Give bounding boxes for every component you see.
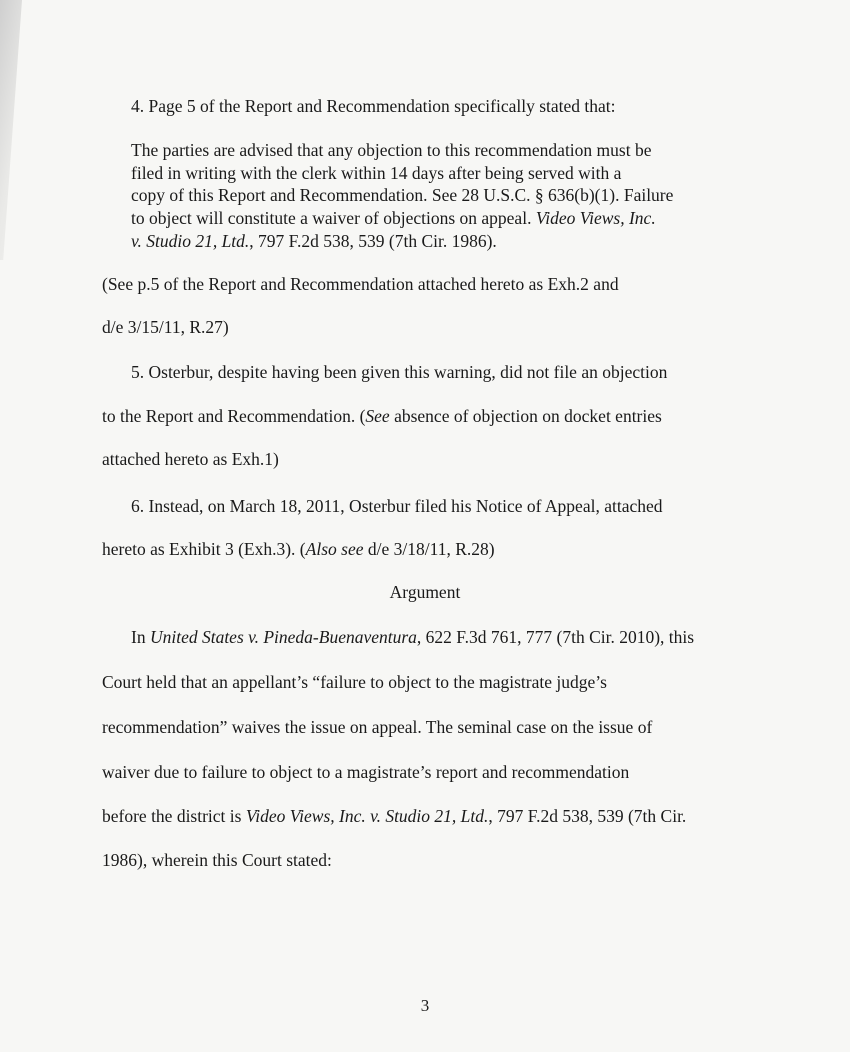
para-text: before the district is: [102, 806, 246, 826]
argument-line-2: Court held that an appellant’s “failure to object to the magistrate judge’s: [102, 672, 607, 692]
para5-line-3: attached hereto as Exh.1): [102, 449, 279, 469]
argument-line-6: 1986), wherein this Court stated:: [102, 850, 332, 870]
argument-line-4: waiver due to failure to object to a magistrate’s report and recommendation: [102, 762, 630, 782]
argument-line-1: [131, 626, 694, 648]
para4-citation-line-2: d/e 3/15/11, R.27): [102, 317, 229, 337]
argument-line-3: recommendation” waives the issue on appeal. The seminal case on the issue of: [102, 717, 653, 737]
citation-text: , 797 F.2d 538, 539 (7th Cir.: [488, 806, 687, 826]
para5-line-1: 5. Osterbur, despite having been given this warning, did not file an objection: [131, 362, 668, 382]
block-quote-line-5: [131, 230, 497, 252]
block-quote-line-2: filed in writing with the clerk within 14 days after being served with a: [131, 163, 622, 183]
para-text: absence of objection on docket entries: [389, 406, 662, 426]
block-quote-line-1: The parties are advised that any objection to this recommendation must be: [131, 140, 652, 160]
signal-word: Also see: [305, 539, 364, 559]
para4-citation-line-1: (See p.5 of the Report and Recommendation attached hereto as Exh.2 and: [102, 274, 619, 294]
para-text: In: [131, 627, 150, 647]
block-quote-line-3: copy of this Report and Recommendation. See 28 U.S.C. § 636(b)(1). Failure: [131, 185, 674, 205]
para-text: to the Report and Recommendation. (: [102, 406, 366, 426]
block-quote-line-4: [131, 207, 656, 229]
signal-word: See: [365, 406, 390, 426]
section-heading: Argument: [389, 582, 461, 602]
scan-page-edge: [0, 0, 40, 260]
para6-line-1: 6. Instead, on March 18, 2011, Osterbur filed his Notice of Appeal, attached: [131, 496, 663, 516]
para-text: hereto as Exhibit 3 (Exh.3). (: [102, 539, 306, 559]
para4-intro: 4. Page 5 of the Report and Recommendation specifically stated that:: [131, 96, 616, 116]
case-name: v. Studio 21, Ltd.: [131, 231, 250, 251]
case-name: United States v. Pineda-Buenaventura: [149, 627, 417, 647]
argument-line-5: [102, 805, 686, 827]
para6-line-2: [102, 538, 495, 560]
para5-line-2: [102, 405, 662, 427]
citation-text: , 797 F.2d 538, 539 (7th Cir. 1986).: [249, 231, 497, 251]
case-name: Video Views, Inc.: [535, 208, 656, 228]
quote-text: to object will constitute a waiver of objections on appeal.: [131, 208, 536, 228]
citation-text: , 622 F.3d 761, 777 (7th Cir. 2010), this: [416, 627, 695, 647]
case-name: Video Views, Inc. v. Studio 21, Ltd.: [245, 806, 489, 826]
page-number: 3: [420, 996, 430, 1015]
para-text: d/e 3/18/11, R.28): [363, 539, 495, 559]
